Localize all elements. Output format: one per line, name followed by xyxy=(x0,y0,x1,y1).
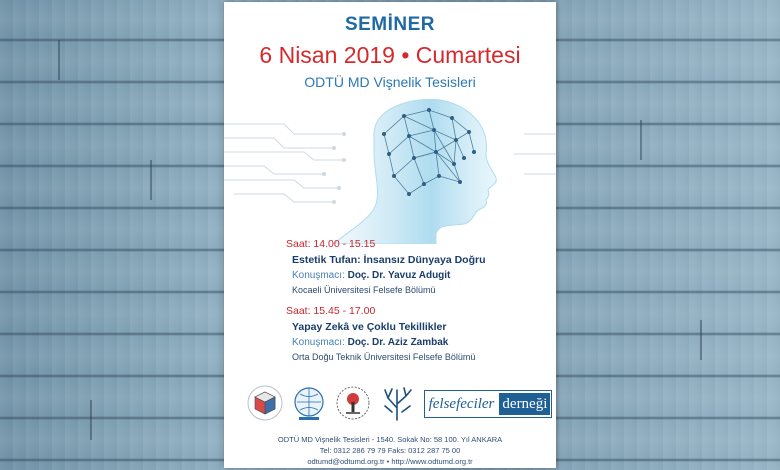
footer-address: ODTÜ MD Vişnelik Tesisleri - 1540. Sokak No: 58 100. Yıl ANKARA xyxy=(277,435,503,444)
session-topic: Estetik Tufan: İnsansız Dünyaya Doğru xyxy=(292,254,486,266)
session-1 xyxy=(286,238,486,295)
session-time: Saat: 15.45 - 17.00 xyxy=(286,305,376,317)
session-speaker xyxy=(286,270,486,281)
speaker-name: Doç. Dr. Yavuz Adugit xyxy=(347,270,451,281)
speaker-label: Konuşmacı: xyxy=(292,270,345,281)
speaker-institution: Orta Doğu Teknik Üniversitesi Felsefe Bölümü xyxy=(292,352,476,362)
speaker-institution: Kocaeli Üniversitesi Felsefe Bölümü xyxy=(292,285,436,295)
poster-venue: ODTÜ MD Vişnelik Tesisleri xyxy=(304,74,476,90)
plank-seam xyxy=(58,40,60,80)
dernek-name-part2: derneği xyxy=(499,393,550,415)
plank-seam xyxy=(640,120,642,160)
speaker-label: Konuşmacı: xyxy=(292,337,345,348)
footer-phone: Tel: 0312 286 79 79 Faks: 0312 287 75 00 xyxy=(319,446,461,455)
brain-network-head-icon xyxy=(224,94,556,244)
felsefeciler-dernegi-logo xyxy=(424,390,552,418)
plank-seam xyxy=(90,400,92,440)
session-time: Saat: 14.00 - 15.15 xyxy=(286,238,376,250)
plank-seam xyxy=(700,320,702,360)
tree-logo-icon xyxy=(334,384,372,422)
session-2 xyxy=(286,305,475,362)
session-topic: Yapay Zekâ ve Çoklu Tekillikler xyxy=(292,321,447,333)
cube-logo-icon xyxy=(246,384,284,422)
speaker-name: Doç. Dr. Aziz Zambak xyxy=(347,337,449,348)
globe-logo-icon xyxy=(290,384,328,422)
dernek-name-part1: felsefeciler xyxy=(428,395,495,412)
poster-title: SEMİNER xyxy=(344,14,436,35)
sponsor-logos xyxy=(238,384,548,424)
session-speaker xyxy=(286,337,475,348)
poster-date: 6 Nisan 2019 • Cumartesi xyxy=(259,42,521,68)
plank-seam xyxy=(150,160,152,200)
coral-logo-icon xyxy=(380,384,414,422)
footer-contact: odtumd@odtumd.org.tr • http://www.odtumd.org.tr xyxy=(307,457,473,466)
seminar-poster xyxy=(224,2,556,468)
